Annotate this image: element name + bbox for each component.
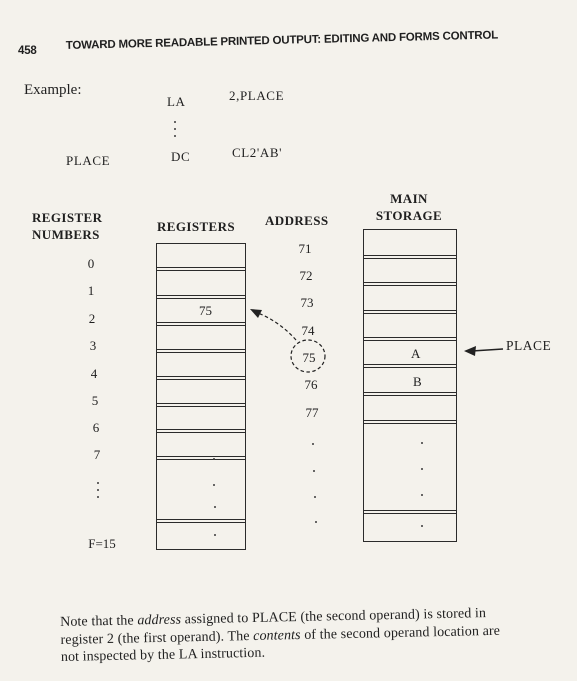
line1-operands: 2,PLACE — [229, 88, 285, 103]
dashed-arrow-icon — [250, 309, 296, 340]
storage-heading-line2: STORAGE — [375, 208, 443, 223]
register-numbers-heading-line2: NUMBERS — [32, 227, 100, 242]
register-number: 2 — [88, 311, 96, 326]
address-value: 76 — [304, 377, 318, 392]
caption-paragraph — [60, 605, 501, 667]
caption-emphasis: contents — [253, 627, 301, 644]
address-value: 73 — [300, 295, 314, 310]
address-value: 74 — [301, 323, 315, 338]
register-numbers-heading-line1: REGISTER — [32, 210, 103, 225]
register-2-value: 75 — [199, 303, 212, 318]
example-label: Example: — [24, 82, 82, 98]
last-register-number: F=15 — [88, 536, 116, 551]
register-number: 6 — [92, 420, 100, 435]
place-label: PLACE — [506, 338, 552, 353]
line1-opcode: LA — [167, 94, 186, 109]
address-value: 77 — [305, 405, 319, 420]
address-value: 72 — [299, 268, 313, 283]
place-arrow-icon — [464, 346, 503, 356]
registers-heading: REGISTERS — [157, 219, 236, 234]
register-number: 0 — [87, 256, 95, 271]
register-number: 5 — [91, 393, 99, 408]
register-number: 3 — [89, 338, 97, 353]
storage-value-b: B — [413, 374, 422, 389]
address-heading: ADDRESS — [265, 213, 329, 228]
page-number: 458 — [18, 45, 37, 57]
line2-opcode: DC — [171, 149, 191, 164]
register-number: 7 — [93, 447, 101, 462]
storage-value-a: A — [411, 346, 421, 361]
running-title: TOWARD MORE READABLE PRINTED OUTPUT: EDITING AND FORMS CONTROL — [65, 29, 499, 52]
line2-operands: CL2'AB' — [232, 145, 283, 160]
address-value: 71 — [298, 241, 312, 256]
register-number: 4 — [90, 366, 98, 381]
address-value-highlighted: 75 — [302, 350, 316, 365]
caption-text: register 2 (the first operand). The — [60, 628, 254, 648]
caption-text: assigned to PLACE (the second operand) is stored in — [180, 606, 487, 628]
caption-emphasis: address — [137, 612, 182, 629]
register-number: 1 — [87, 283, 95, 298]
line2-name: PLACE — [66, 153, 111, 168]
caption-line3: not inspected by the LA instruction. — [60, 645, 266, 665]
caption-text: of the second operand location are — [300, 623, 501, 643]
address-circle — [291, 340, 325, 372]
storage-heading-line1: MAIN — [390, 191, 428, 206]
caption-text: Note that the — [60, 613, 138, 630]
